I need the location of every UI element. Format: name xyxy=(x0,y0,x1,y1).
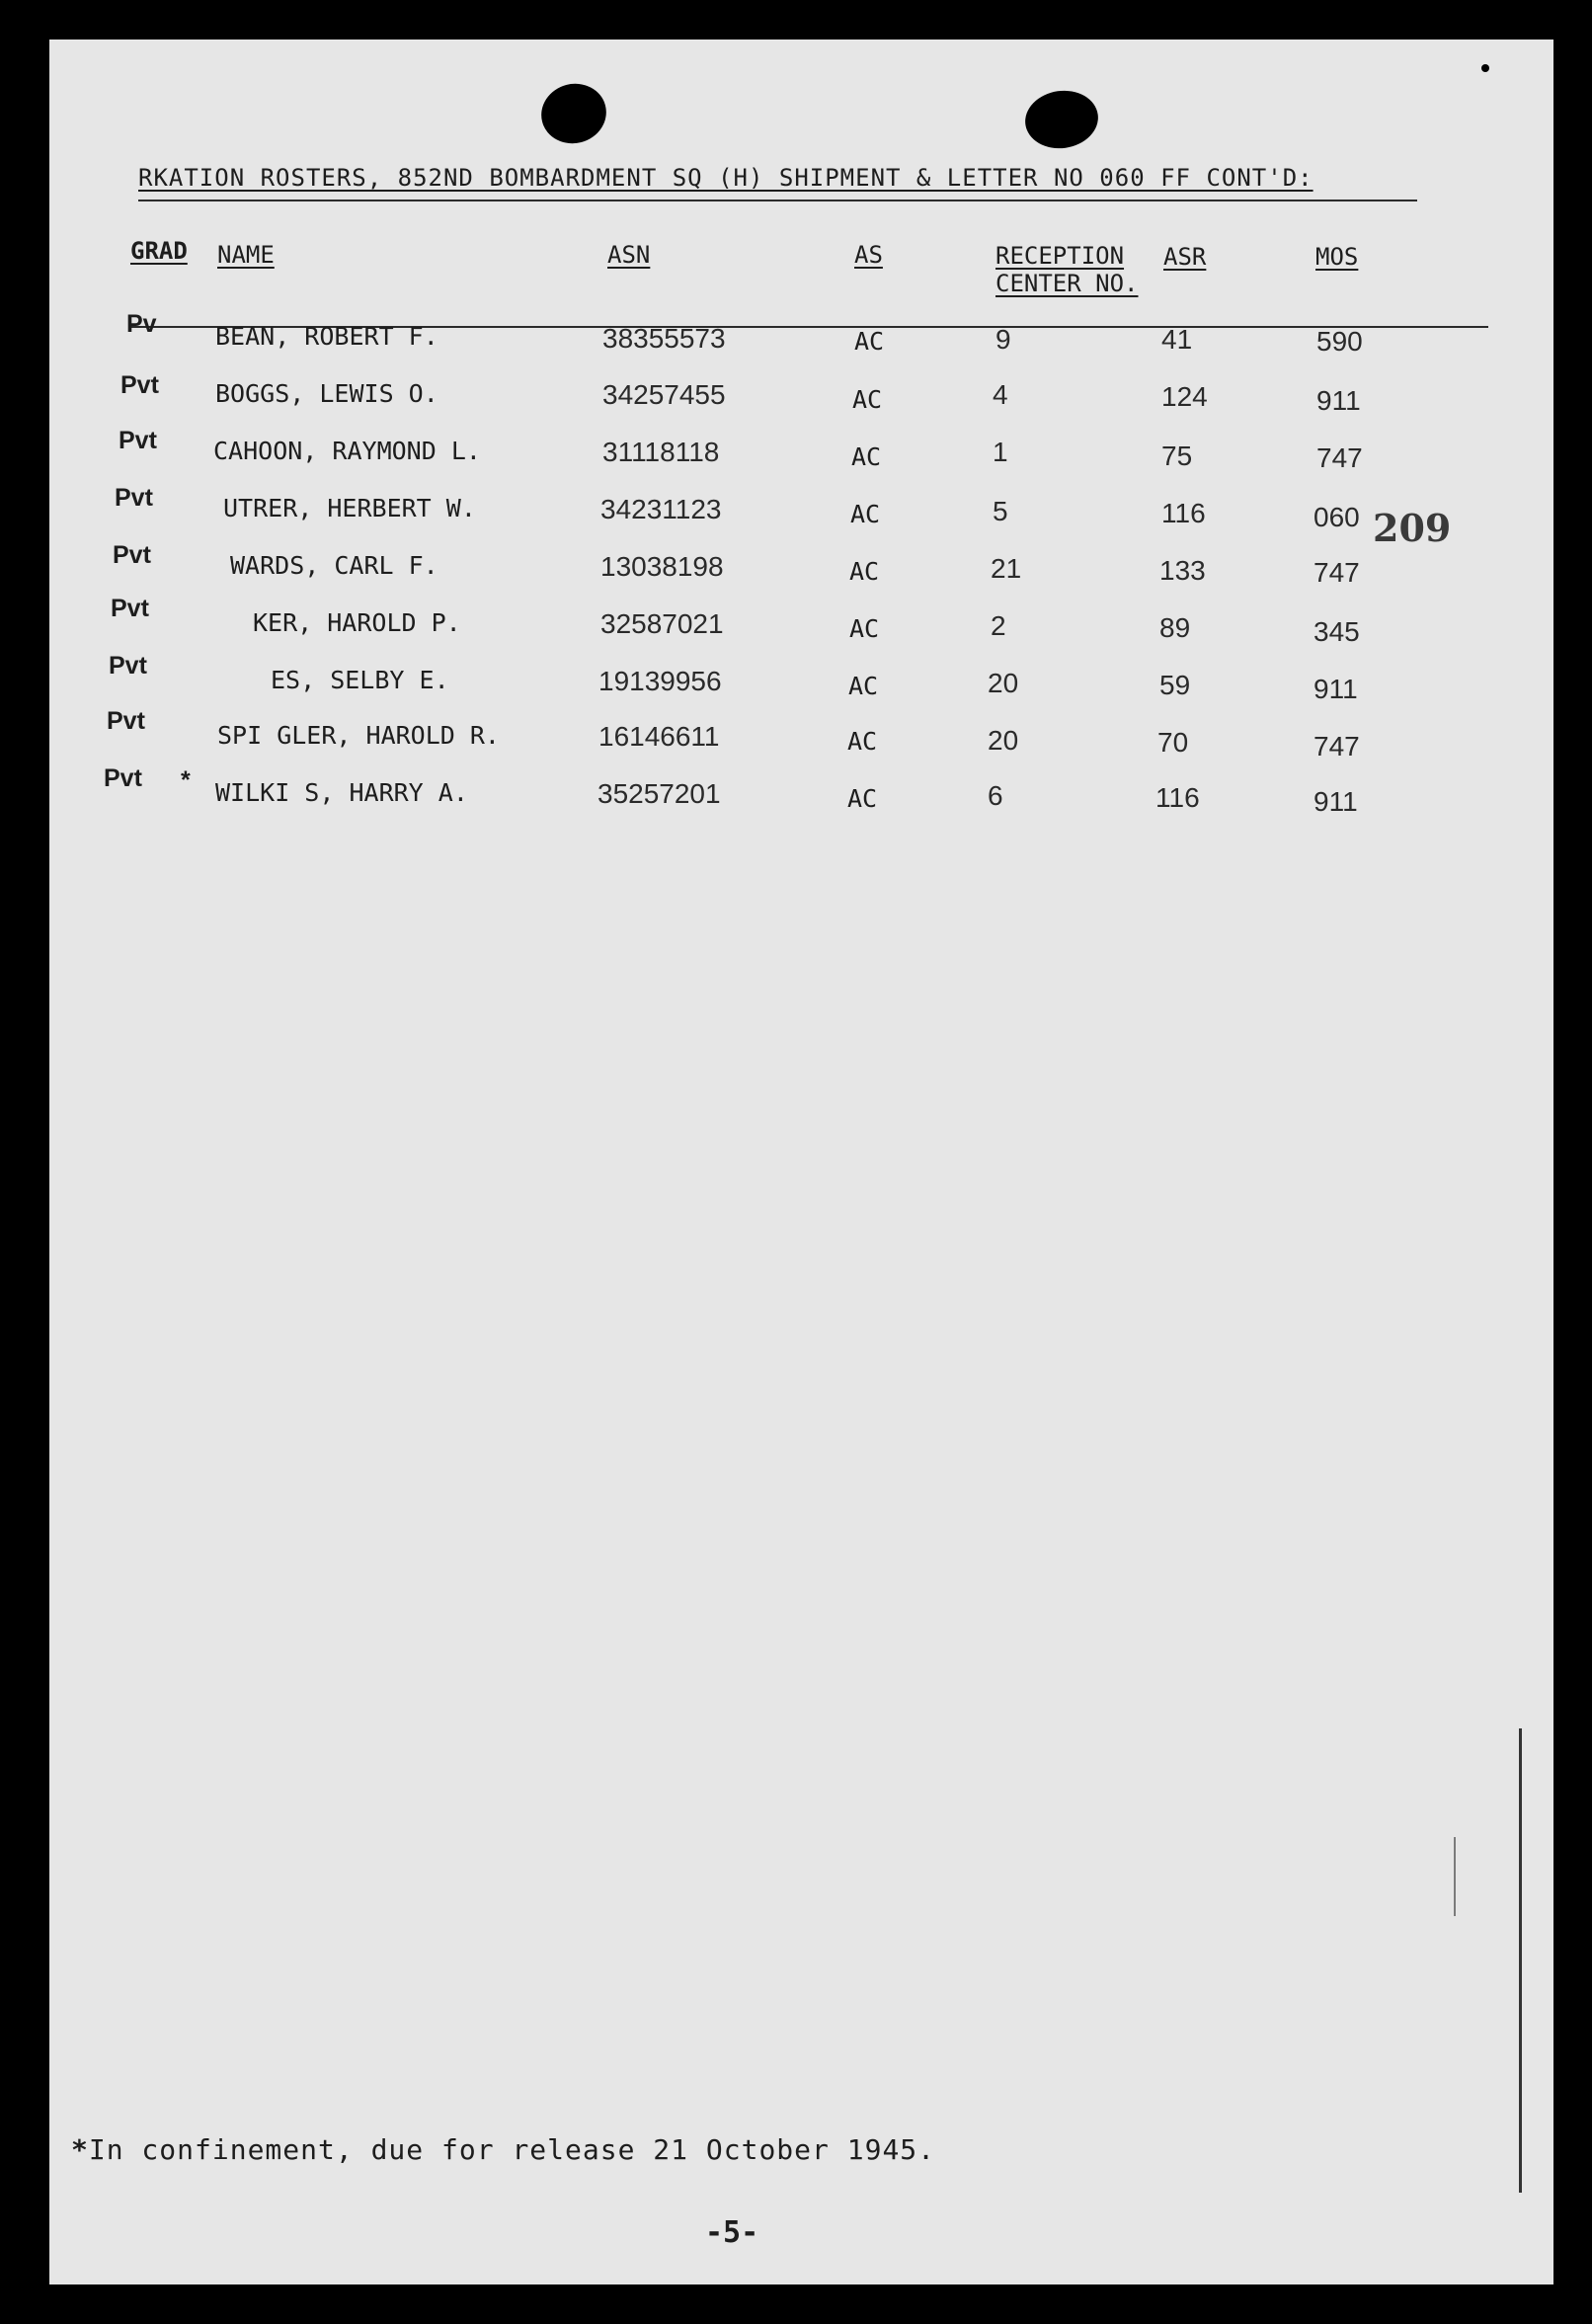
row-name: BOGGS, LEWIS O. xyxy=(215,379,438,408)
row-mos: 911 xyxy=(1316,385,1361,416)
col-mos-heading: MOS xyxy=(1315,243,1359,271)
edge-mark xyxy=(1519,1728,1522,2193)
row-reception: 9 xyxy=(995,324,1011,355)
col-name-heading: NAME xyxy=(217,241,275,269)
punch-hole-right xyxy=(1021,86,1101,153)
row-reception: 20 xyxy=(988,668,1019,698)
row-asr: 133 xyxy=(1159,555,1206,586)
row-mos: 911 xyxy=(1313,674,1358,704)
row-mos: 060 xyxy=(1313,502,1360,532)
row-grade: Pvt xyxy=(115,484,153,512)
specks xyxy=(1481,64,1489,72)
row-as: AC xyxy=(847,784,878,813)
header-double-rule xyxy=(138,200,1417,201)
row-reception: 20 xyxy=(988,725,1019,756)
row-as: AC xyxy=(854,327,885,356)
row-name: ES, SELBY E. xyxy=(271,666,449,694)
row-asr: 116 xyxy=(1161,498,1206,528)
row-grade: Pvt xyxy=(119,427,157,454)
row-as: AC xyxy=(848,672,879,700)
row-name: SPI GLER, HAROLD R. xyxy=(217,721,500,750)
col-grade-heading: GRAD xyxy=(130,237,188,265)
row-asr: 124 xyxy=(1161,381,1208,412)
col-as-heading: AS xyxy=(854,241,883,269)
row-asn: 34231123 xyxy=(600,494,722,524)
row-reception: 6 xyxy=(988,780,1003,811)
row-grade: Pvt xyxy=(113,541,151,569)
row-name: CAHOON, RAYMOND L. xyxy=(213,437,481,465)
row-asr: 116 xyxy=(1155,782,1200,813)
row-grade: Pv xyxy=(126,310,157,338)
page-number: -5- xyxy=(705,2215,759,2250)
row-grade: Pvt xyxy=(111,595,149,622)
row-name: WILKI S, HARRY A. xyxy=(215,778,468,807)
punch-hole-left xyxy=(534,76,612,150)
row-as: AC xyxy=(850,500,881,528)
row-as: AC xyxy=(847,727,878,756)
row-mos: 747 xyxy=(1313,557,1360,588)
row-mos: 747 xyxy=(1316,442,1363,473)
row-grade: Pvt xyxy=(107,707,145,735)
footnote-asterisk: * xyxy=(71,2133,89,2166)
row-as: AC xyxy=(851,442,882,471)
col-asr-heading: ASR xyxy=(1163,243,1207,271)
row-asr: 89 xyxy=(1159,612,1191,643)
document-page xyxy=(49,40,1553,2284)
row-asn: 13038198 xyxy=(600,551,724,582)
row-asterisk-mark: * xyxy=(181,766,191,794)
stamped-page-number: 209 xyxy=(1373,506,1452,550)
row-asn: 38355573 xyxy=(602,323,726,354)
row-asr: 75 xyxy=(1161,441,1193,471)
row-asr: 59 xyxy=(1159,670,1191,700)
col-reception-heading-line1: RECEPTION xyxy=(995,242,1125,270)
row-mos: 345 xyxy=(1313,616,1360,647)
col-asn-heading: ASN xyxy=(607,241,651,269)
row-reception: 2 xyxy=(991,610,1006,641)
row-asn: 35257201 xyxy=(597,778,721,809)
row-as: AC xyxy=(849,557,880,586)
row-grade: Pvt xyxy=(104,764,142,792)
row-mos: 911 xyxy=(1313,786,1358,817)
row-asn: 34257455 xyxy=(602,379,726,410)
row-name: UTRER, HERBERT W. xyxy=(223,494,476,522)
row-name: BEAN, ROBERT F. xyxy=(215,322,438,351)
row-mos: 747 xyxy=(1313,731,1360,761)
roster-header: RKATION ROSTERS, 852ND BOMBARDMENT SQ (H) SHIPMENT & LETTER NO 060 FF CONT'D: xyxy=(138,164,1313,192)
row-name: WARDS, CARL F. xyxy=(230,551,438,580)
row-asn: 19139956 xyxy=(598,666,722,696)
row-reception: 1 xyxy=(993,437,1008,467)
row-name: KER, HAROLD P. xyxy=(253,608,461,637)
row-as: AC xyxy=(849,614,880,643)
row-asn: 16146611 xyxy=(598,721,720,752)
row-reception: 5 xyxy=(993,496,1008,526)
row-asn: 31118118 xyxy=(602,437,720,467)
row-grade: Pvt xyxy=(120,371,159,399)
row-asr: 41 xyxy=(1161,324,1193,355)
row-as: AC xyxy=(852,385,883,414)
footnote-text: In confinement, due for release 21 October 1945. xyxy=(88,2133,936,2166)
row-asr: 70 xyxy=(1157,727,1189,758)
row-asn: 32587021 xyxy=(600,608,724,639)
row-reception: 4 xyxy=(993,379,1008,410)
row-mos: 590 xyxy=(1316,326,1363,357)
col-reception-heading-line2: CENTER NO. xyxy=(995,270,1139,297)
row-grade: Pvt xyxy=(109,652,147,680)
edge-mark xyxy=(1454,1837,1456,1916)
row-reception: 21 xyxy=(991,553,1022,584)
footnote xyxy=(71,2133,935,2166)
